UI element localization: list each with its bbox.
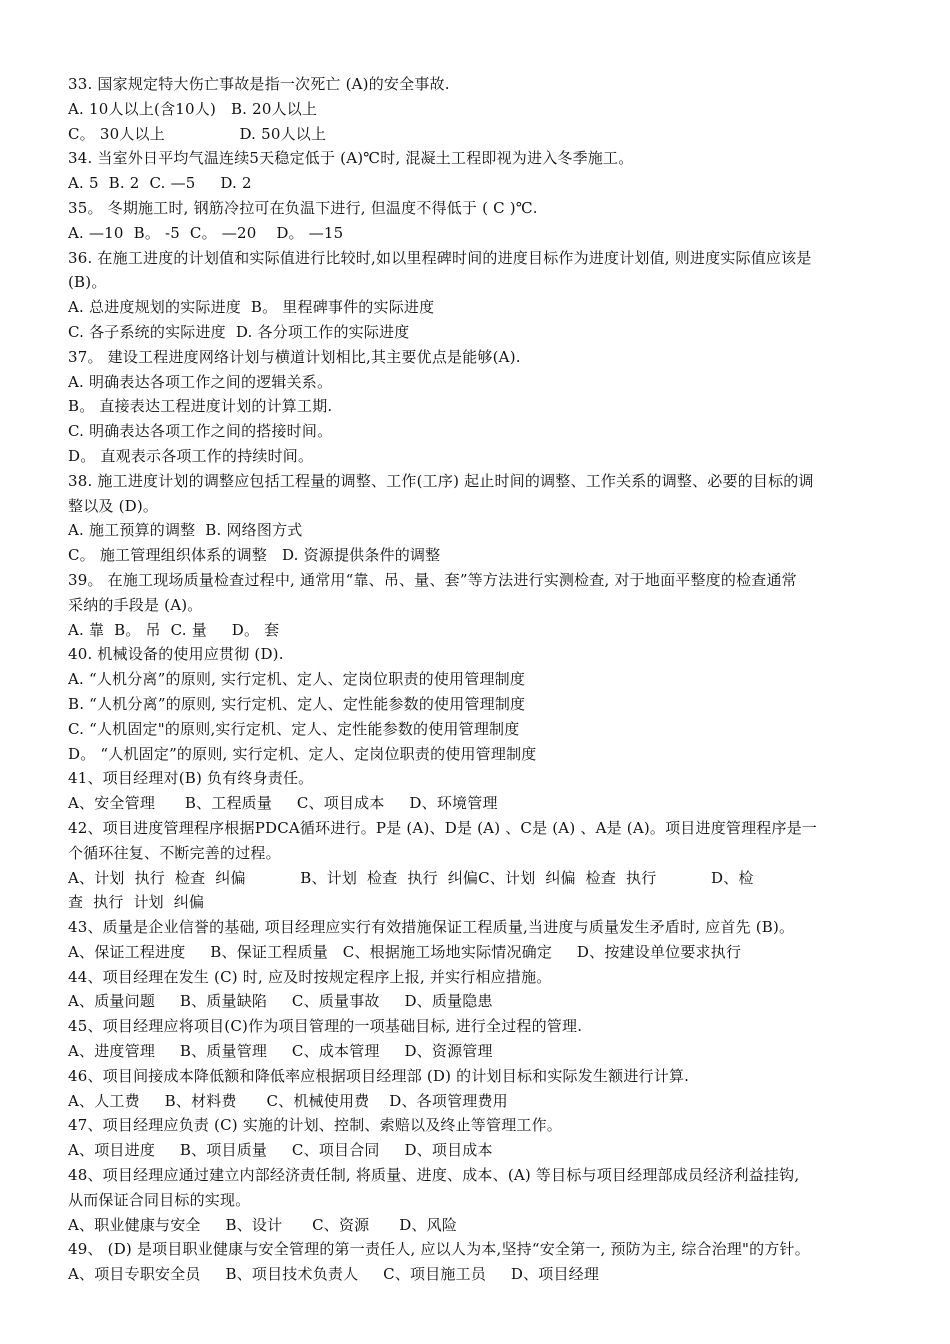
text-line: 从而保证合同目标的实现。 — [68, 1190, 251, 1209]
text-line: A、进度管理 B、质量管理 C、成本管理 D、资源管理 — [68, 1042, 493, 1061]
text-line: A、项目进度 B、项目质量 C、项目合同 D、项目成本 — [68, 1141, 493, 1160]
text-line: 查 执行 计划 纠偏 — [68, 893, 205, 912]
text-line: A. 总进度规划的实际进度 B。 里程碑事件的实际进度 — [68, 298, 435, 317]
text-line: 35。 冬期施工时, 钢筋冷拉可在负温下进行, 但温度不得低于 ( C )℃. — [68, 198, 538, 217]
text-line: 41、项目经理对(B) 负有终身责任。 — [68, 769, 314, 788]
text-line: 33. 国家规定特大伤亡事故是指一次死亡 (A)的安全事故. — [68, 75, 450, 93]
text-line: 36. 在施工进度的计划值和实际值进行比较时,如以里程碑时间的进度目标作为进度计划值, 则进度实际值应该是 — [68, 248, 812, 267]
text-line: B. “人机分离”的原则, 实行定机、定人、定性能参数的使用管理制度 — [68, 694, 526, 713]
text-line: C。 30人以上 D. 50人以上 — [68, 124, 327, 143]
text-line: B。 直接表达工程进度计划的计算工期. — [68, 397, 333, 416]
text-line: A. 明确表达各项工作之间的逻辑关系。 — [68, 372, 333, 391]
text-line: 47、项目经理应负责 (C) 实施的计划、控制、索赔以及终止等管理工作。 — [68, 1116, 563, 1135]
text-line: D。 “人机固定”的原则, 实行定机、定人、定岗位职责的使用管理制度 — [68, 744, 537, 763]
text-line: C。 施工管理组织体系的调整 D. 资源提供条件的调整 — [68, 546, 441, 565]
text-line: 40. 机械设备的使用应贯彻 (D). — [68, 645, 284, 664]
text-line: 46、项目间接成本降低额和降低率应根据项目经理部 (D) 的计划目标和实际发生额进行计算. — [68, 1066, 690, 1085]
text-line: 整以及 (D)。 — [68, 496, 159, 515]
text-line: A. 靠 B。 吊 C. 量 D。 套 — [68, 620, 280, 639]
text-line: D。 直观表示各项工作的持续时间。 — [68, 446, 314, 465]
text-line: A. “人机分离”的原则, 实行定机、定人、定岗位职责的使用管理制度 — [68, 670, 526, 689]
text-line: A、安全管理 B、工程质量 C、项目成本 D、环境管理 — [68, 794, 498, 813]
text-line: A、保证工程进度 B、保证工程质量 C、根据施工场地实际情况确定 D、按建设单位要求执行 — [68, 942, 742, 961]
text-line: 42、项目进度管理程序根据PDCA循环进行。P是 (A)、D是 (A) 、C是 (A) 、A是 (A)。项目进度管理程序是一 — [68, 818, 818, 837]
text-line: C. 各子系统的实际进度 D. 各分项工作的实际进度 — [68, 322, 410, 341]
text-line: 49、 (D) 是项目职业健康与安全管理的第一责任人, 应以人为本,坚持“安全第一, 预防为主, 综合治理"的方针。 — [68, 1240, 810, 1259]
text-line: 采纳的手段是 (A)。 — [68, 595, 203, 614]
text-line: 个循环往复、不断完善的过程。 — [68, 843, 281, 862]
text-line: 44、项目经理在发生 (C) 时, 应及时按规定程序上报, 并实行相应措施。 — [68, 967, 552, 986]
text-line: A. —10 B。 -5 C。 —20 D。 —15 — [68, 223, 344, 242]
text-line: A、项目专职安全员 B、项目技术负责人 C、项目施工员 D、项目经理 — [68, 1265, 600, 1284]
text-line: 39。 在施工现场质量检查过程中, 通常用“靠、吊、量、套”等方法进行实测检查, 对于地面平整度的检查通常 — [68, 570, 797, 589]
text-line: C. 明确表达各项工作之间的搭接时间。 — [68, 422, 333, 441]
text-line: A、职业健康与安全 B、设计 C、资源 D、风险 — [68, 1215, 458, 1234]
text-line: A、计划 执行 检查 纠偏 B、计划 检查 执行 纠偏C、计划 纠偏 检查 执行 D、检 — [68, 868, 754, 887]
text-line: A. 10人以上(含10人) B. 20人以上 — [68, 99, 318, 118]
text-line: A、人工费 B、材料费 C、机械使用费 D、各项管理费用 — [68, 1091, 508, 1110]
text-line: A、质量问题 B、质量缺陷 C、质量事故 D、质量隐患 — [68, 992, 493, 1011]
text-line: 38. 施工进度计划的调整应包括工程量的调整、工作(工序) 起止时间的调整、工作关系的调整、必要的目标的调 — [68, 471, 814, 490]
text-line: 45、项目经理应将项目(C)作为项目管理的一项基础目标, 进行全过程的管理. — [68, 1017, 583, 1036]
text-line: 37。 建设工程进度网络计划与横道计划相比,其主要优点是能够(A). — [68, 347, 521, 366]
text-line: 48、项目经理应通过建立内部经济责任制, 将质量、进度、成本、(A) 等目标与项目经理部成员经济利益挂钩, — [68, 1166, 800, 1185]
document-page — [68, 72, 913, 1287]
text-line: A. 施工预算的调整 B. 网络图方式 — [68, 521, 303, 540]
text-line: A. 5 B. 2 C. —5 D. 2 — [68, 174, 252, 193]
text-line: (B)。 — [68, 273, 107, 292]
text-line: C. “人机固定"的原则,实行定机、定人、定性能参数的使用管理制度 — [68, 719, 520, 738]
text-line: 34. 当室外日平均气温连续5天稳定低于 (A)℃时, 混凝土工程即视为进入冬季施工。 — [68, 149, 634, 168]
text-line: 43、质量是企业信誉的基础, 项目经理应实行有效措施保证工程质量,当进度与质量发生矛盾时, 应首先 (B)。 — [68, 918, 795, 937]
